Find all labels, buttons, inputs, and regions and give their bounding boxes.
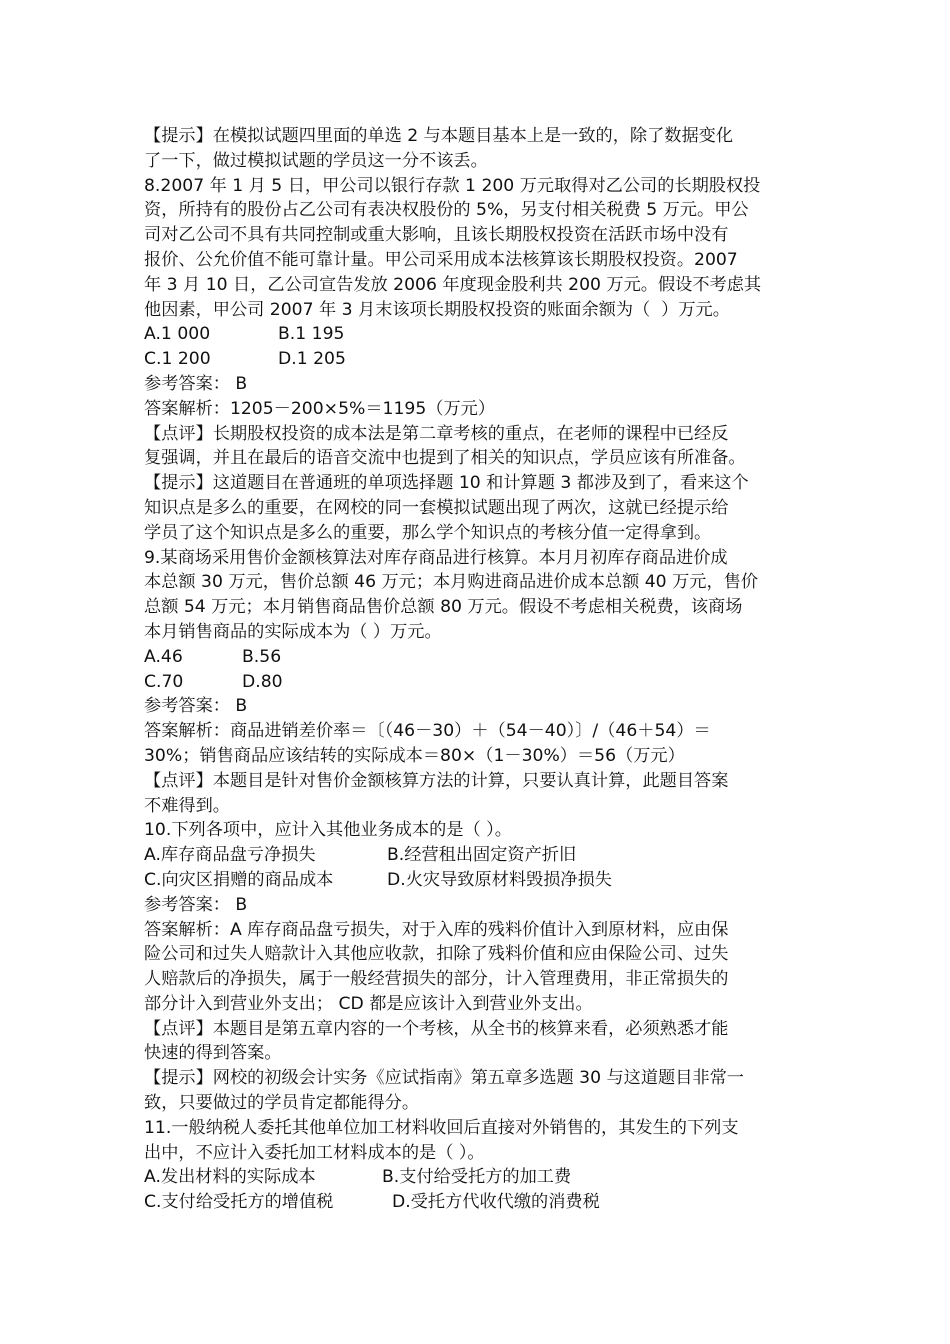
option-c: C.1 200 <box>144 349 211 370</box>
tip-block <box>144 124 812 174</box>
option-d: D.80 <box>242 671 283 692</box>
question-11 <box>144 1116 812 1215</box>
question-stem-line: 11.一般纳税人委托其他单位加工材料收回后直接对外销售的，其发生的下列支 <box>144 1117 739 1138</box>
answer-analysis-line: 部分计入到营业外支出； CD 都是应该计入到营业外支出。 <box>144 993 593 1014</box>
option-c: C.支付给受托方的增值税 <box>144 1192 334 1213</box>
answer-analysis-line: 答案解析：商品进销差价率＝〔（46－30）＋（54－40）〕/（46＋54）＝ <box>144 721 711 742</box>
question-stem-line: 报价、公允价值不能可靠计量。甲公司采用成本法核算该长期股权投资。2007 <box>144 249 738 270</box>
question-8 <box>144 174 812 546</box>
options-row <box>144 1165 812 1190</box>
option-c: C.70 <box>144 671 184 692</box>
option-d: D.火灾导致原材料毁损净损失 <box>387 869 612 890</box>
options-row <box>144 843 812 868</box>
question-stem-line: 本总额 30 万元，售价总额 46 万元；本月购进商品进价成本总额 40 万元，售价 <box>144 572 759 593</box>
reference-answer: 参考答案： B <box>144 696 248 717</box>
question-stem-line: 9.某商场采用售价金额核算法对库存商品进行核算。本月月初库存商品进价成 <box>144 547 728 568</box>
tip-line: 【提示】这道题目在普通班的单项选择题 10 和计算题 3 都涉及到了，看来这个 <box>144 473 749 494</box>
document-page <box>144 124 812 1215</box>
comment-line: 【点评】本题目是针对售价金额核算方法的计算，只要认真计算，此题目答案 <box>144 770 729 791</box>
question-stem-line: 司对乙公司不具有共同控制或重大影响，且该长期股权投资在活跃市场中没有 <box>144 225 729 246</box>
question-stem-line: 年 3 月 10 日，乙公司宣告发放 2006 年度现金股利共 200 万元。假设不考虑其 <box>144 274 762 295</box>
comment-line: 复强调，并且在最后的语音交流中也提到了相关的知识点，学员应该有所准备。 <box>144 448 746 469</box>
options-row <box>144 322 812 347</box>
option-d: D.1 205 <box>278 349 346 370</box>
question-stem-line: 8.2007 年 1 月 5 日，甲公司以银行存款 1 200 万元取得对乙公司的长期股权投 <box>144 175 761 196</box>
options-row <box>144 868 812 893</box>
answer-analysis-line: 答案解析：A 库存商品盘亏损失，对于入库的残料价值计入到原材料，应由保 <box>144 919 729 940</box>
options-row <box>144 645 812 670</box>
option-b: B.56 <box>242 646 282 667</box>
options-row <box>144 1190 812 1215</box>
comment-line: 不难得到。 <box>144 795 230 816</box>
tip-line: 【提示】网校的初级会计实务《应试指南》第五章多选题 30 与这道题目非常一 <box>144 1068 744 1089</box>
option-a: A.1 000 <box>144 324 211 345</box>
tip-line: 致，只要做过的学员肯定都能得分。 <box>144 1093 420 1114</box>
text-line: 了一下，做过模拟试题的学员这一分不该丢。 <box>144 150 488 171</box>
option-c: C.向灾区捐赠的商品成本 <box>144 869 334 890</box>
answer-analysis-line: 险公司和过失人赔款计入其他应收款，扣除了残料价值和应由保险公司、过失 <box>144 944 729 965</box>
option-b: B.经营租出固定资产折旧 <box>387 845 577 866</box>
comment-line: 【点评】长期股权投资的成本法是第二章考核的重点，在老师的课程中已经反 <box>144 423 729 444</box>
question-stem-line: 本月销售商品的实际成本为（ ）万元。 <box>144 621 442 642</box>
question-stem-line: 他因素，甲公司 2007 年 3 月末该项长期股权投资的账面余额为（ ）万元。 <box>144 299 730 320</box>
question-stem-line: 出中，不应计入委托加工材料成本的是（ ）。 <box>144 1142 485 1163</box>
comment-line: 快速的得到答案。 <box>144 1043 282 1064</box>
question-stem-line: 总额 54 万元；本月销售商品售价总额 80 万元。假设不考虑相关税费，该商场 <box>144 597 743 618</box>
option-b: B.支付给受托方的加工费 <box>382 1167 572 1188</box>
option-a: A.46 <box>144 646 183 667</box>
question-10 <box>144 818 812 1116</box>
question-stem-line: 10.下列各项中，应计入其他业务成本的是（ ）。 <box>144 820 512 841</box>
answer-analysis-line: 答案解析：1205－200×5%＝1195（万元） <box>144 398 496 419</box>
options-row <box>144 347 812 372</box>
reference-answer: 参考答案： B <box>144 894 248 915</box>
options-row <box>144 670 812 695</box>
reference-answer: 参考答案： B <box>144 373 248 394</box>
tip-line: 知识点是多么的重要，在网校的同一套模拟试题出现了两次，这就已经提示给 <box>144 497 729 518</box>
option-d: D.受托方代收代缴的消费税 <box>392 1192 600 1213</box>
tip-line: 学员了这个知识点是多么的重要，那么学个知识点的考核分值一定得拿到。 <box>144 522 712 543</box>
question-9 <box>144 546 812 819</box>
option-a: A.发出材料的实际成本 <box>144 1167 316 1188</box>
option-a: A.库存商品盘亏净损失 <box>144 845 316 866</box>
question-stem-line: 资，所持有的股份占乙公司有表决权股份的 5%，另支付相关税费 5 万元。甲公 <box>144 200 749 221</box>
option-b: B.1 195 <box>278 324 345 345</box>
text-line: 【提示】在模拟试题四里面的单选 2 与本题目基本上是一致的，除了数据变化 <box>144 126 734 146</box>
answer-analysis-line: 人赔款后的净损失，属于一般经营损失的部分，计入管理费用，非正常损失的 <box>144 969 729 990</box>
answer-analysis-line: 30%；销售商品应该结转的实际成本＝80×（1－30%）＝56（万元） <box>144 745 685 766</box>
comment-line: 【点评】本题目是第五章内容的一个考核，从全书的核算来看，必须熟悉才能 <box>144 1018 729 1039</box>
